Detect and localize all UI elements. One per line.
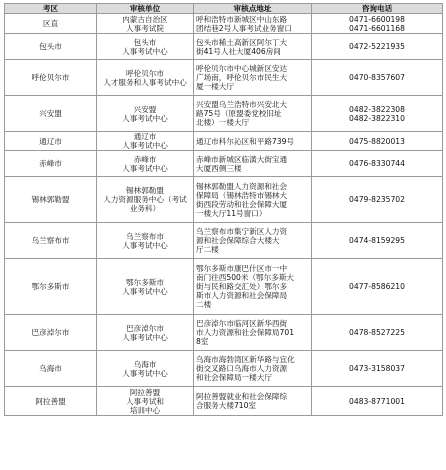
- unit-line: 乌海市: [133, 359, 157, 369]
- unit-cell: [97, 315, 194, 351]
- region-cell: [5, 14, 97, 34]
- unit-line: 人事考试和: [126, 396, 164, 406]
- unit-cell: [97, 14, 194, 34]
- phone-line: 0475-8820013: [349, 136, 405, 146]
- region-line: 区直: [42, 19, 59, 28]
- phone-line: 0476-8330744: [349, 159, 405, 168]
- header-phone: 咨询电话: [312, 4, 443, 14]
- region-cell: [5, 151, 97, 177]
- unit-line: 业务科）: [129, 204, 161, 213]
- address-cell: [194, 34, 312, 60]
- region-cell: [5, 315, 97, 351]
- unit-line: 培训中心: [129, 405, 161, 415]
- region-line: 乌兰察布市: [31, 236, 70, 245]
- address-cell: [194, 60, 312, 96]
- region-line: 赤峰市: [39, 159, 62, 168]
- address-line: 路75号（原盟委党校旧址: [196, 109, 282, 118]
- region-cell: [5, 177, 97, 223]
- address-cell: [194, 177, 312, 223]
- phone-cell: [312, 387, 443, 416]
- address-line: 通辽市科尔沁区和平路739号: [196, 136, 295, 146]
- unit-cell: [97, 223, 194, 259]
- phone-cell: [312, 151, 443, 177]
- address-cell: [194, 351, 312, 387]
- phone-line: 0470-8357607: [349, 73, 405, 82]
- unit-cell: [97, 351, 194, 387]
- phone-cell: [312, 259, 443, 315]
- region-cell: [5, 132, 97, 151]
- unit-line: 包头市: [133, 37, 157, 47]
- unit-line: 人事考试中心: [122, 332, 168, 342]
- address-line: 巴彦淖尔市临河区新华西街: [196, 319, 288, 328]
- table-row: [5, 387, 443, 416]
- unit-line: 人事考试中心: [122, 240, 168, 250]
- address-line: 呼和浩特市新城区中山东路: [196, 14, 288, 24]
- page: [4, 3, 442, 416]
- address-line: 源和社会保障综合大楼大: [196, 236, 280, 245]
- phone-line: 0477-8586210: [349, 282, 405, 291]
- address-line: 乌海市海勃湾区新华路与宜化: [196, 355, 295, 364]
- phone-cell: [312, 315, 443, 351]
- region-line: 兴安盟: [39, 109, 62, 118]
- phone-cell: [312, 60, 443, 96]
- address-cell: [194, 259, 312, 315]
- address-line: 一楼大厅11号窗口）: [196, 208, 267, 218]
- address-line: 北楼）一楼大厅: [196, 118, 250, 127]
- address-line: 厦一楼大厅: [196, 82, 234, 91]
- address-cell: [194, 223, 312, 259]
- table-row: [5, 259, 443, 315]
- address-line: 街交叉路口乌海市人力资源: [196, 364, 288, 373]
- phone-cell: [312, 34, 443, 60]
- address-line: 合服务大楼710室: [196, 401, 257, 410]
- phone-cell: [312, 132, 443, 151]
- phone-line: 0471-6600198: [349, 14, 405, 24]
- address-line: 街西段劳动和社会保障大厦: [196, 199, 288, 209]
- unit-cell: [97, 60, 194, 96]
- unit-line: 巴彦淖尔市: [126, 323, 164, 333]
- unit-line: 人事考试中心: [122, 163, 168, 173]
- unit-line: 人事考试院: [126, 23, 164, 33]
- address-line: 鄂尔多斯市康巴什区市一中: [196, 264, 288, 273]
- address-line: 保障局（锡林浩特市锡林大: [196, 190, 288, 200]
- address-cell: [194, 14, 312, 34]
- phone-line: 0479-8235702: [349, 195, 405, 204]
- address-cell: [194, 315, 312, 351]
- table-row: [5, 132, 443, 151]
- address-line: 团结巷2号人事考试业务窗口: [196, 23, 292, 33]
- phone-line: 0478-8527225: [349, 328, 405, 337]
- table-row: [5, 14, 443, 34]
- unit-line: 阿拉善盟: [129, 387, 161, 397]
- header-unit: 审核单位: [97, 4, 194, 14]
- unit-line: 内蒙古自治区: [122, 14, 168, 24]
- table-row: [5, 34, 443, 60]
- unit-line: 人力资源服务中心（考试: [103, 195, 187, 204]
- address-cell: [194, 387, 312, 416]
- unit-line: 乌兰察布市: [126, 231, 164, 241]
- unit-line: 人事考试中心: [122, 113, 168, 123]
- table-row: [5, 223, 443, 259]
- header-region: 考区: [5, 4, 97, 14]
- region-cell: [5, 223, 97, 259]
- phone-cell: [312, 14, 443, 34]
- table-row: [5, 60, 443, 96]
- region-cell: [5, 387, 97, 416]
- table-row: [5, 315, 443, 351]
- address-cell: [194, 151, 312, 177]
- phone-line: 0472-5221935: [349, 42, 405, 51]
- phone-line: 0482-3822308: [349, 104, 405, 114]
- address-line: 大厦西侧三楼: [196, 163, 242, 173]
- address-cell: [194, 96, 312, 132]
- table-row: [5, 151, 443, 177]
- unit-line: 人事考试中心: [122, 46, 168, 56]
- unit-cell: [97, 259, 194, 315]
- address-line: 市人力资源和社会保障局701: [196, 328, 295, 337]
- phone-line: 0471-6601168: [349, 23, 405, 33]
- table-row: [5, 96, 443, 132]
- unit-line: 人事考试中心: [122, 286, 168, 296]
- region-line: 阿拉善盟: [35, 396, 66, 406]
- unit-cell: [97, 177, 194, 223]
- phone-line: 0474-8159295: [349, 236, 405, 245]
- phone-cell: [312, 351, 443, 387]
- address-line: 南门往西500米（鄂尔多斯大: [196, 273, 295, 282]
- address-line: 乌兰察布市集宁新区人力资: [196, 227, 288, 236]
- region-cell: [5, 351, 97, 387]
- region-cell: [5, 34, 97, 60]
- region-line: 乌海市: [39, 364, 62, 373]
- unit-cell: [97, 387, 194, 416]
- unit-line: 人才服务和人事考试中心: [103, 77, 187, 87]
- address-line: 呼伦贝尔市中心城新区安达: [196, 64, 288, 73]
- phone-line: 0483-8771001: [349, 396, 405, 406]
- address-line: 锡林郭勒盟人力资源和社会: [196, 181, 288, 191]
- address-line: 兴安盟乌兰浩特市兴安北大: [196, 100, 288, 109]
- table-header-row: [5, 4, 443, 14]
- unit-line: 锡林郭勒盟: [126, 186, 164, 195]
- phone-line: 0482-3822310: [349, 113, 405, 123]
- unit-cell: [97, 132, 194, 151]
- unit-line: 鄂尔多斯市: [126, 277, 164, 287]
- address-line: 包头市稀土高新区阿尔丁大: [196, 37, 288, 47]
- phone-cell: [312, 223, 443, 259]
- unit-line: 赤峰市: [133, 154, 157, 164]
- address-line: 街41号人社大厦406房间: [196, 46, 281, 56]
- header-address: 审核点地址: [194, 4, 312, 14]
- unit-line: 兴安盟: [133, 104, 157, 114]
- address-line: 街与民和路交汇处）鄂尔多: [196, 282, 288, 291]
- address-line: 和社会保障局一楼大厅: [196, 373, 272, 382]
- address-cell: [194, 132, 312, 151]
- phone-cell: [312, 96, 443, 132]
- address-line: 广场南，呼伦贝尔市民生大: [196, 73, 288, 82]
- exam-sites-table: [4, 3, 443, 416]
- region-cell: [5, 259, 97, 315]
- region-line: 呼伦贝尔市: [31, 73, 70, 82]
- region-line: 巴彦淖尔市: [31, 328, 70, 337]
- region-line: 锡林郭勒盟: [31, 195, 70, 204]
- table-body: [5, 14, 443, 416]
- unit-line: 人事考试中心: [122, 368, 168, 378]
- address-line: 阿拉善盟就业和社会保障综: [196, 392, 288, 401]
- phone-cell: [312, 177, 443, 223]
- address-line: 赤峰市新城区临潢大街宝通: [196, 154, 288, 164]
- unit-line: 呼伦贝尔市: [126, 68, 164, 78]
- address-line: 二楼: [196, 300, 212, 309]
- unit-line: 通辽市: [133, 132, 157, 141]
- region-line: 通辽市: [39, 136, 62, 146]
- table-row: [5, 351, 443, 387]
- table-row: [5, 177, 443, 223]
- address-line: 斯市人力资源和社会保障局: [196, 291, 288, 300]
- unit-line: 人事考试中心: [122, 141, 168, 150]
- unit-cell: [97, 96, 194, 132]
- phone-line: 0473-3158037: [349, 364, 405, 373]
- region-cell: [5, 96, 97, 132]
- address-line: 8室: [196, 337, 209, 346]
- address-line: 厅二楼: [196, 245, 219, 254]
- unit-cell: [97, 151, 194, 177]
- region-line: 鄂尔多斯市: [31, 282, 70, 291]
- unit-cell: [97, 34, 194, 60]
- region-cell: [5, 60, 97, 96]
- region-line: 包头市: [39, 42, 62, 51]
